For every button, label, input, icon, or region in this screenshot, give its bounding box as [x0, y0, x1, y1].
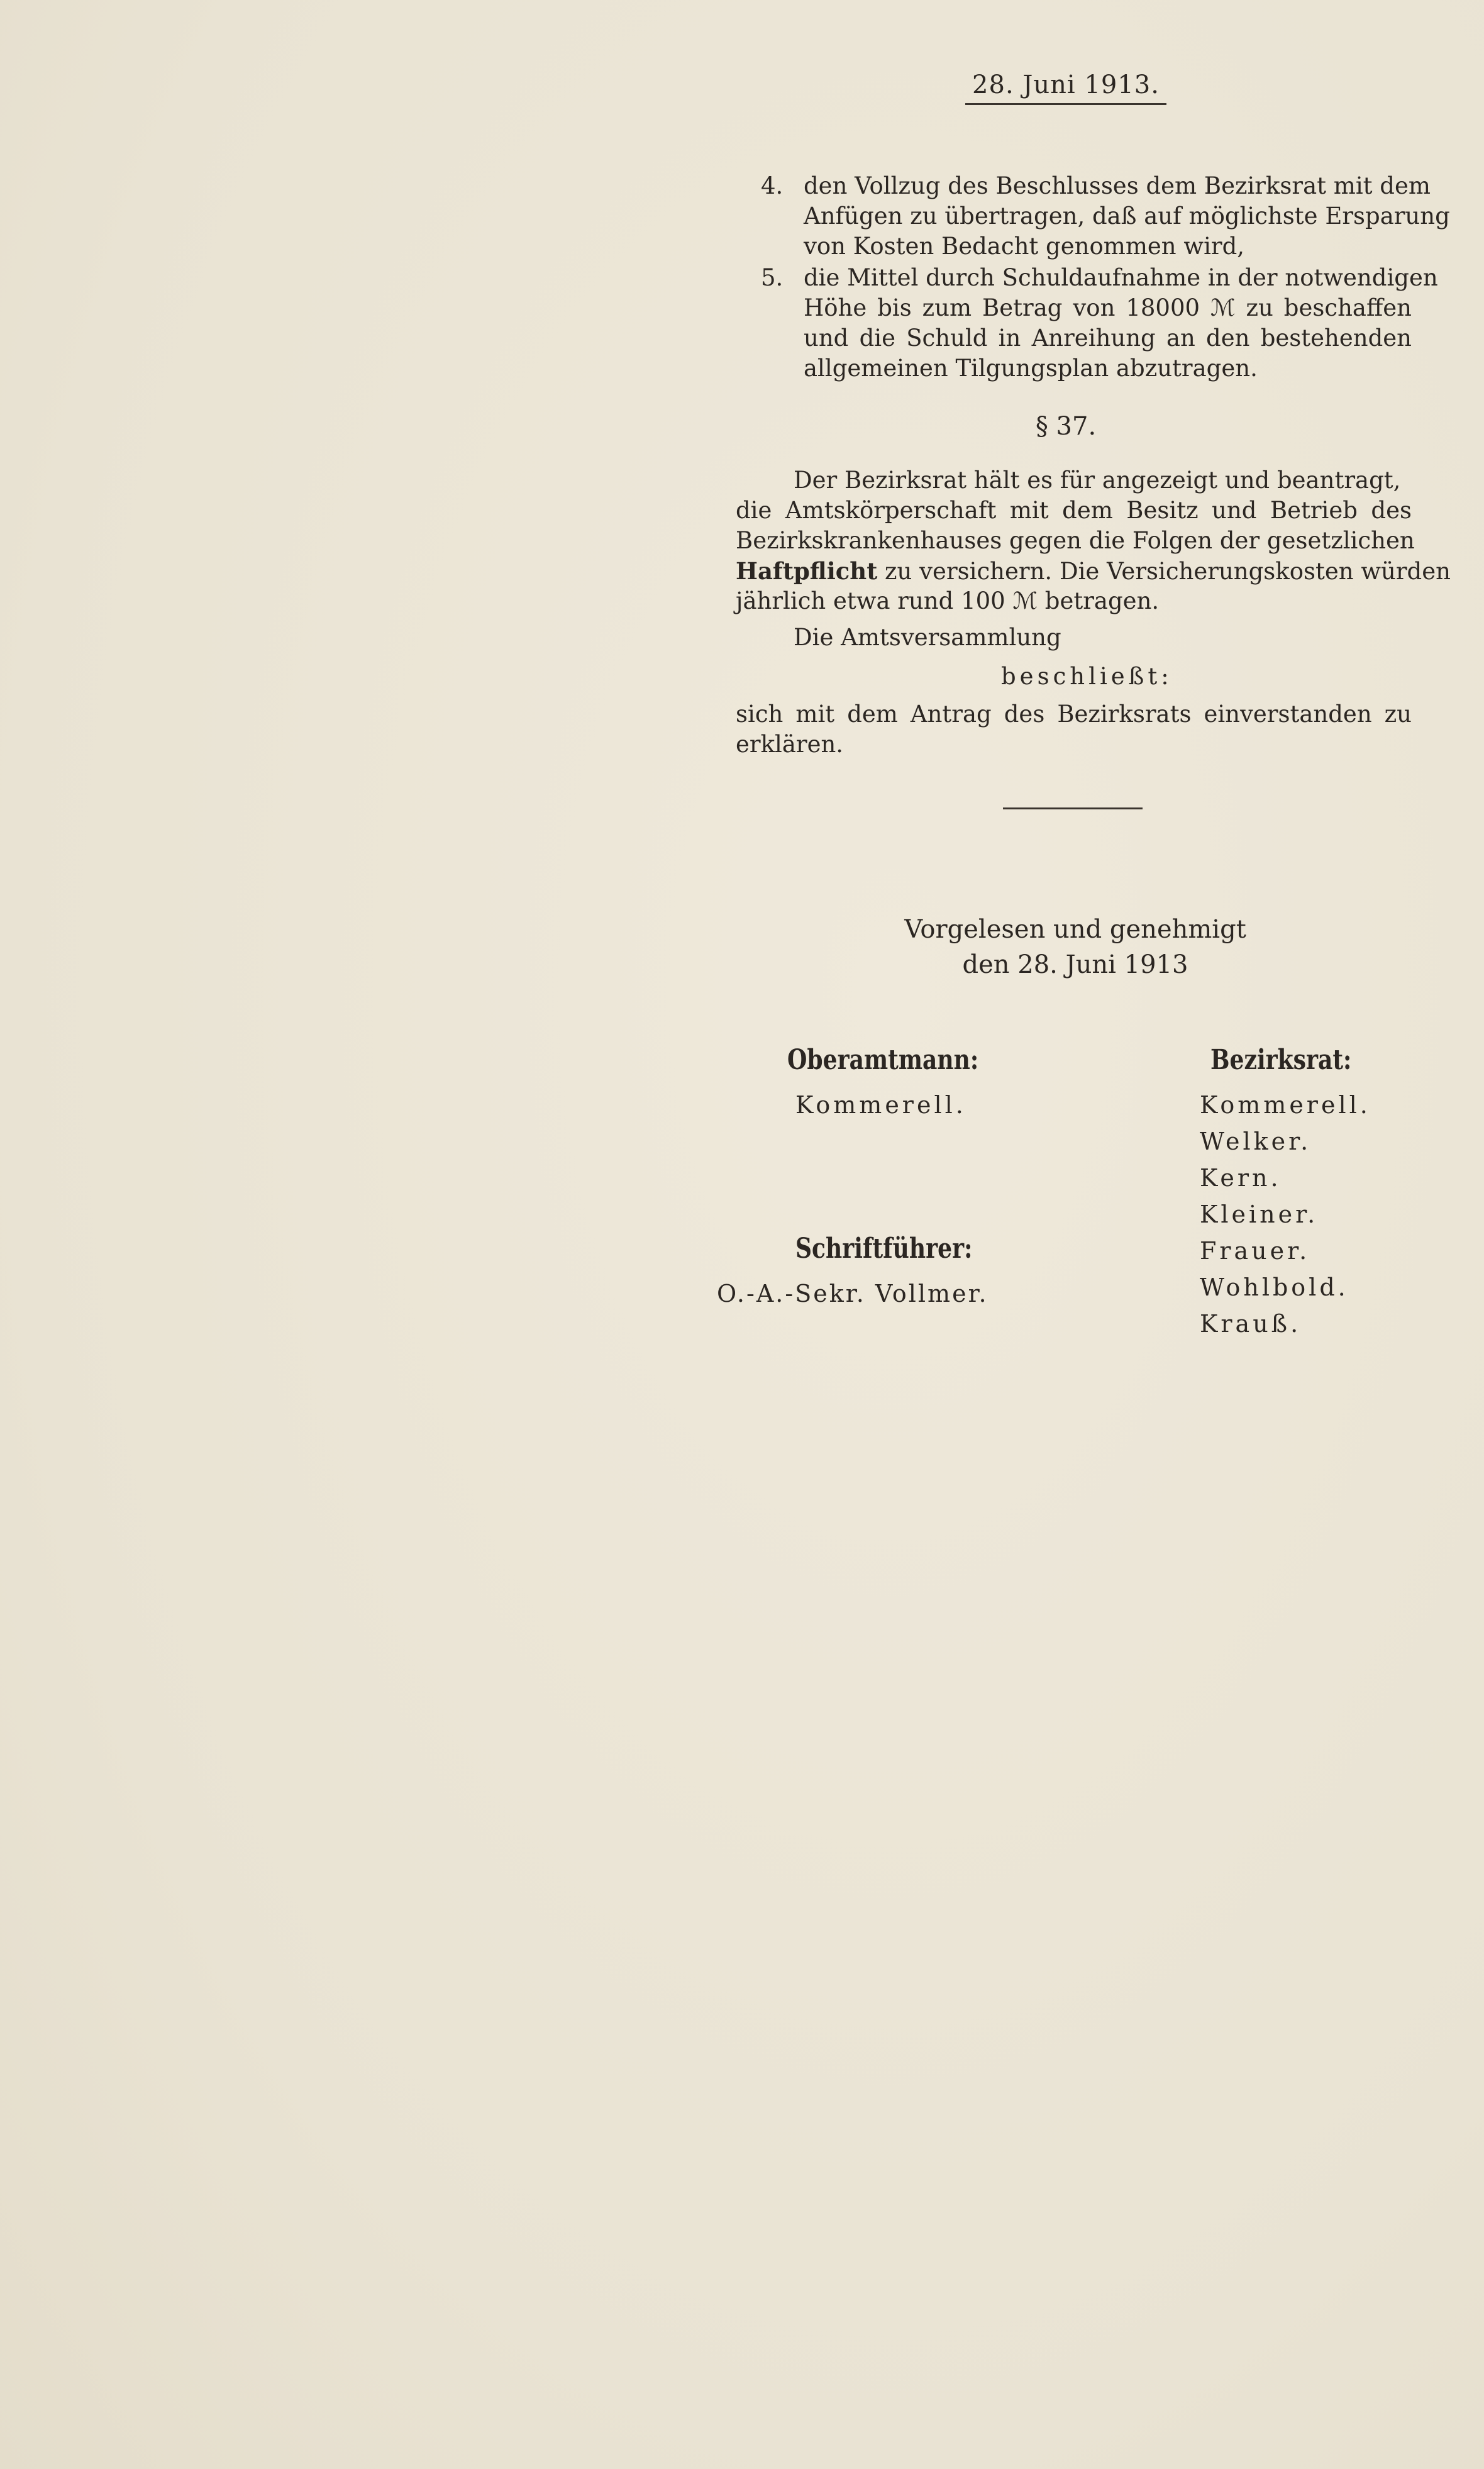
resolution-line: erklären. — [736, 731, 844, 758]
oberamtmann-name: Kommerell. — [795, 1091, 966, 1119]
item-line: allgemeinen Tilgungsplan abzutragen. — [804, 355, 1258, 382]
item-line: den Vollzug des Beschlusses dem Bezirksrat mit dem — [804, 172, 1431, 199]
bezirksrat-member-name: Kommerell. — [1200, 1091, 1371, 1119]
item-line: Höhe bis zum Betrag von 18000 ℳ zu beschaffen — [804, 294, 1412, 321]
bezirksrat-heading: Bezirksrat: — [1210, 1044, 1352, 1076]
item-line: Anfügen zu übertragen, daß auf möglichste Ersparung — [804, 203, 1450, 230]
approval-line-2: den 28. Juni 1913 — [962, 950, 1188, 979]
emphasis-haftpflicht: Haftpflicht — [736, 557, 878, 585]
section-paragraph — [736, 465, 1451, 616]
paragraph-line: die Amtskörperschaft mit dem Besitz und Betrieb des — [736, 497, 1412, 524]
bezirksrat-member-name: Wohlbold. — [1200, 1273, 1349, 1301]
paragraph-line — [736, 556, 1451, 586]
section-divider — [1003, 807, 1143, 809]
bezirksrat-member-name: Frauer. — [1200, 1237, 1310, 1265]
paragraph-line: Der Bezirksrat hält es für angezeigt und beantragt, — [794, 467, 1401, 494]
item-line: die Mittel durch Schuldaufnahme in der notwendigen — [804, 264, 1438, 291]
resolution-line: sich mit dem Antrag des Bezirksrats einverstanden zu — [736, 701, 1412, 728]
paragraph-line: jährlich etwa rund 100 ℳ betragen. — [736, 587, 1160, 614]
bezirksrat-member-name: Kern. — [1200, 1164, 1282, 1192]
header-underline — [965, 103, 1166, 105]
bezirksrat-member-name: Welker. — [1200, 1128, 1312, 1155]
item-line: von Kosten Bedacht genommen wird, — [804, 233, 1245, 260]
paragraph-line: Bezirkskrankenhauses gegen die Folgen der gesetzlichen — [736, 527, 1415, 554]
schriftfuehrer-heading: Schriftführer: — [795, 1233, 973, 1265]
schriftfuehrer-name: O.-A.-Sekr. Vollmer. — [717, 1280, 988, 1307]
approval-line-1: Vorgelesen und genehmigt — [904, 915, 1246, 944]
bezirksrat-member-name: Kleiner. — [1200, 1201, 1319, 1228]
item-line: und die Schuld in Anreihung an den bestehenden — [804, 325, 1412, 352]
page-header-date: 28. Juni 1913. — [972, 70, 1160, 99]
paragraph-line-rest: zu versichern. Die Versicherungskosten würden — [877, 558, 1451, 585]
section-heading: § 37. — [1035, 412, 1097, 441]
item-number: 5. — [761, 264, 784, 291]
oberamtmann-heading: Oberamtmann: — [787, 1044, 979, 1076]
resolves-label: beschließt: — [1001, 663, 1173, 690]
bezirksrat-member-name: Krauß. — [1200, 1310, 1302, 1338]
item-number: 4. — [761, 172, 784, 199]
assembly-label: Die Amtsversammlung — [794, 624, 1061, 651]
resolution-paragraph — [736, 699, 1412, 760]
